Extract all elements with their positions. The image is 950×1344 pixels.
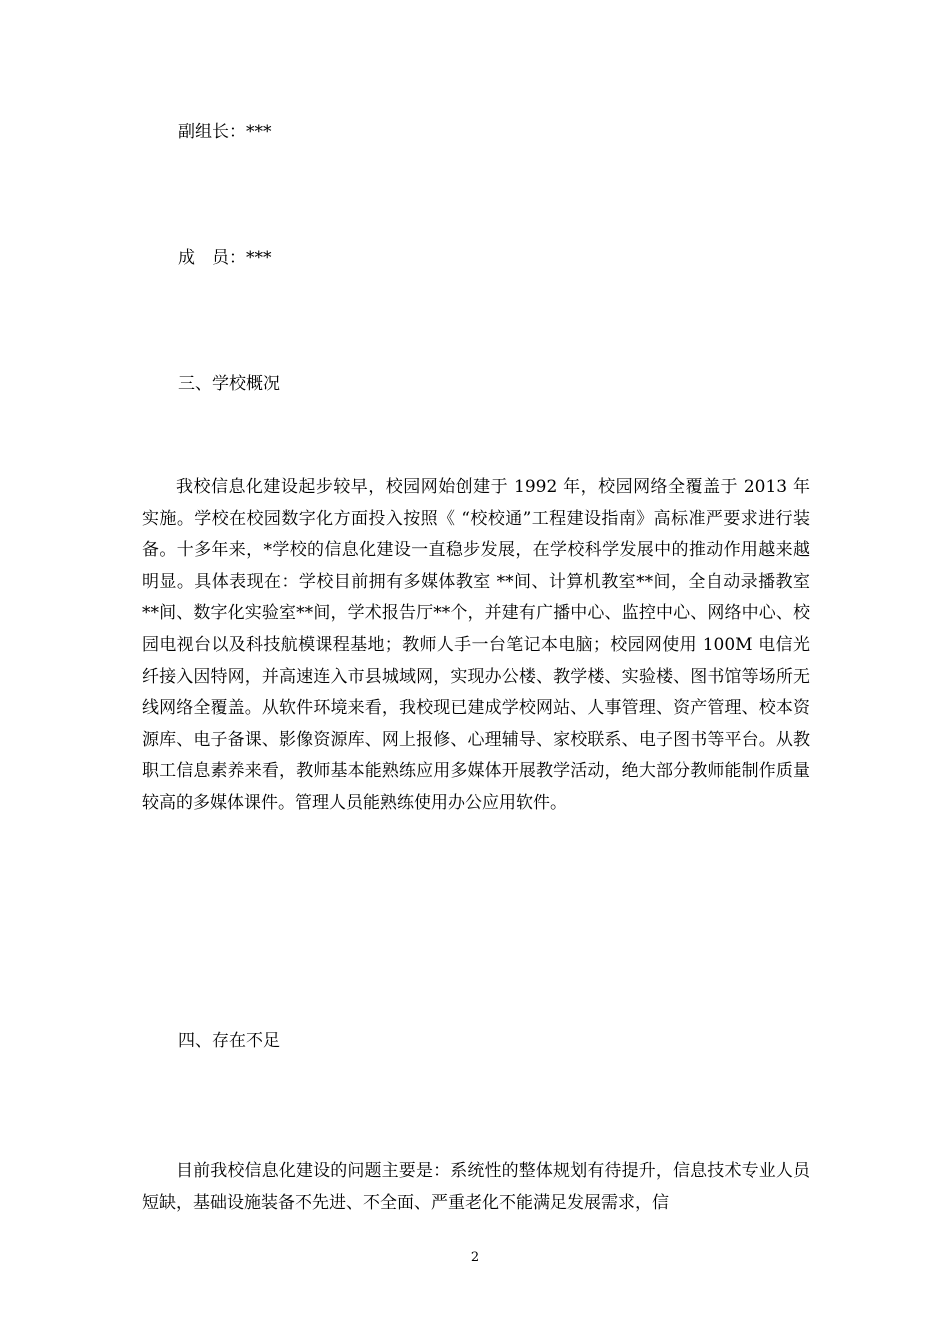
deputy-leader-line: 副组长：*** — [178, 122, 272, 142]
section-heading-school-overview: 三、学校概况 — [178, 374, 280, 394]
members-line: 成 员：*** — [178, 248, 272, 268]
shortcomings-paragraph: 目前我校信息化建设的问题主要是：系统性的整体规划有待提升，信息技术专业人员短缺，基础设施装备不先进、不全面、严重老化不能满足发展需求，信 — [142, 1161, 810, 1213]
section-heading-shortcomings: 四、存在不足 — [178, 1031, 280, 1051]
school-overview-paragraph: 我校信息化建设起步较早，校园网始创建于 1992 年，校园网络全覆盖于 2013 年实施。学校在校园数字化方面投入按照《 “校校通”工程建设指南》高标准严要求进行装备。十多年来，*学校的信息化建设一直稳步发展，在学校科学发展中的推动作用越来越明显。具体表现在：学校目前拥有多媒体教室 **间、计算机教室**间，全自动录播教室**间、数字化实验室**间，学术报告厅**个，并建有广播中心、监控中心、网络中心、校园电视台以及科技航模课程基地；教师人手一台笔记本电脑；校园网使用 100M 电信光纤接入因特网，并高速连入市县城域网，实现办公楼、教学楼、实验楼、图书馆等场所无线网络全覆盖。从软件环境来看，我校现已建成学校网站、人事管理、资产管理、校本资源库、电子备课、影像资源库、网上报修、心理辅导、家校联系、电子图书等平台。从教职工信息素养来看，教师基本能熟练应用多媒体开展教学活动，绝大部分教师能制作质量较高的多媒体课件。管理人员能熟练使用办公应用软件。 — [142, 477, 810, 813]
page-number: 2 — [470, 1250, 480, 1265]
